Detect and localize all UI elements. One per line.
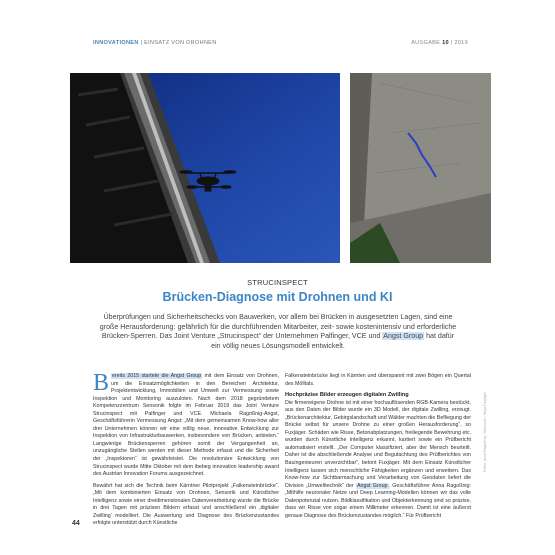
body-column-right — [285, 373, 471, 524]
paragraph: Falkensteinbrücke liegt in Kärnten und überspannt mit zwei Bögen ein Quertal des Mölltals. — [285, 373, 471, 387]
paragraph — [93, 370, 279, 479]
issue-label: AUSGABE — [411, 40, 443, 46]
drone-bridge-photo — [70, 73, 340, 263]
body-column-left — [93, 370, 279, 532]
article-title: Brücken-Diagnose mit Drohnen und KI — [162, 290, 393, 304]
issue-year: | 2019 — [448, 40, 468, 46]
photo-credit: Fotos: Anna Ragoßnig / Sensonik / Tanja Fuxjäger — [483, 391, 487, 472]
paragraph: Bewährt hat sich die Technik beim Kärntner Pilotprojekt „Falkensteinbrücke“. „Mit dem kombinierten Einsatz von Drohnen, Sensorik und Künstlicher Intelligenz sowie einer dreidimensionalen Datenverarbeitung wurde die Brücke in drei Tagen mit präzisen Bildern erfasst und anschließend ein ‚digitaler Zwilling‘ modelliert. Die Auswertung und Diagnose des Brückenzustandes erfolgte unterstützt durch Künstliche — [93, 482, 279, 527]
drop-cap: B — [93, 370, 110, 396]
issue-number: 10 — [442, 40, 449, 46]
drone-photo-graphic — [70, 73, 340, 263]
header-subsection: EINSATZ VON DROHNEN — [144, 40, 217, 46]
header-separator: | — [138, 40, 145, 46]
body-highlight: Angst Group — [356, 482, 388, 489]
paragraph — [285, 392, 471, 520]
intro-highlight: Angst Group — [383, 332, 424, 340]
intro-text-1: Überprüfungen und Sicherheitschecks von Bauwerken, vor allem bei Brücken in ausgesetzten Lagen, sind eine große Herausforderung: gefährlich für die durchführenden Mitarbeiter, zeit- sowie kostenintensiv und erforderliche Brücken-Sperren. Das Joint Venture „Strucinspect“ der Unternehmen Palfinger, VCE und — [99, 313, 457, 340]
concrete-crack-photo — [350, 73, 491, 263]
paragraph-text: Die firmeneigene Drohne ist mit einer hochauflösenden RGB-Kamera bestückt, aus den Daten der Bilder wurde ein 3D Modell, der digitale Zwilling, erzeugt. „Brückenarchitektur, Gebirgslandschaft und Wälder machten die Befliegung der Brücke selbst für unsere Drohne zu einer großen Herausforderung“, so Fuxjäger. Schäden wie Risse, Betonabplatzungen, freiliegende Bewehrung etc. wurden durch Künstliche Intelligenz erkannt, kartiert sowie ein Prüfbericht automatisiert erstellt. „Der Computer klassifiziert, aber der Mensch beurteilt. Daher ist die abschließende Analyse und Begutachtung des Prüfberichtes von Bauingenieuren unverzichtbar“, betont Fuxjäger. Mit dem Einsatz Künstlicher Intelligenz lassen sich menschliche Fähigkeiten ergänzen und erweitern. Das Know-how zur Sichtbarmachung und Verarbeitung von Geodaten liefert die Division „Umwelttechnik“ der — [285, 399, 471, 489]
header-section: INNOVATIONEN — [93, 40, 139, 46]
running-header — [93, 40, 468, 50]
paragraph-text: . Geschäftsführer Anna Ragoßnig: „Mithilfe neuronaler Netze und Deep Learning-Modellen können wir das volle Datenpotenzial nutzen. Bildklassifikation und Objekterkennung sind so präzise, dass wir Risse von sogar einem Millimeter erkennen. Damit ist eine äußerst genaue Diagnose des Brückenzustandes möglich.“ Für Prüfbericht — [285, 482, 471, 519]
crack-photo-graphic — [350, 73, 491, 263]
header-issue — [411, 40, 468, 46]
subheading: Hochpräzise Bilder erzeugen digitalen Zwilling — [285, 392, 409, 399]
article-intro — [98, 313, 458, 351]
intro-text-2: hat dafür ein völlig neues Lösungsmodell entwickelt. — [211, 332, 455, 350]
page-number: 44 — [72, 520, 80, 527]
lead-highlight: ereits 2015 startete die Angst Group — [112, 373, 202, 379]
article-kicker: STRUCINSPECT — [247, 278, 308, 287]
paragraph-text: mit dem Einsatz von Drohnen, um die Einsatzmöglichkeiten in den Bereichen Architektur, Projektentwicklung, Immobilien und Umwelt zur Vermessung sowie Inspektion und Monitoring auszuloten. Nach dem 2018 gegründetem Kompetenzzentrum Sensonik folgte im Februar 2019 das Joint Venture Strucinspect mit Palfinger und VCE. Michaela Ragoßnig-Angst, Geschäftsführerin Vermessung Angst: „Mit dem gemeinsamen Know-how aller drei Unternehmen können wir eine völlig neue, innovative Entwicklung zur Inspektion von Infrastrukturbauwerken, insbesondere von Brücken, anbieten.“ Langwierige Brückensperren gehören somit der Vergangenheit an, unzugängliche Stellen werden mit dieser Methode erfasst und die Sicherheit der „Inspektoren“ ist gewährleistet. Die revolutionäre Entwicklung von Strucinspect wurde Mitte Oktober mit dem ibebeg innovation leadership award des Austrian Innovation Forums ausgezeichnet. — [93, 373, 279, 478]
